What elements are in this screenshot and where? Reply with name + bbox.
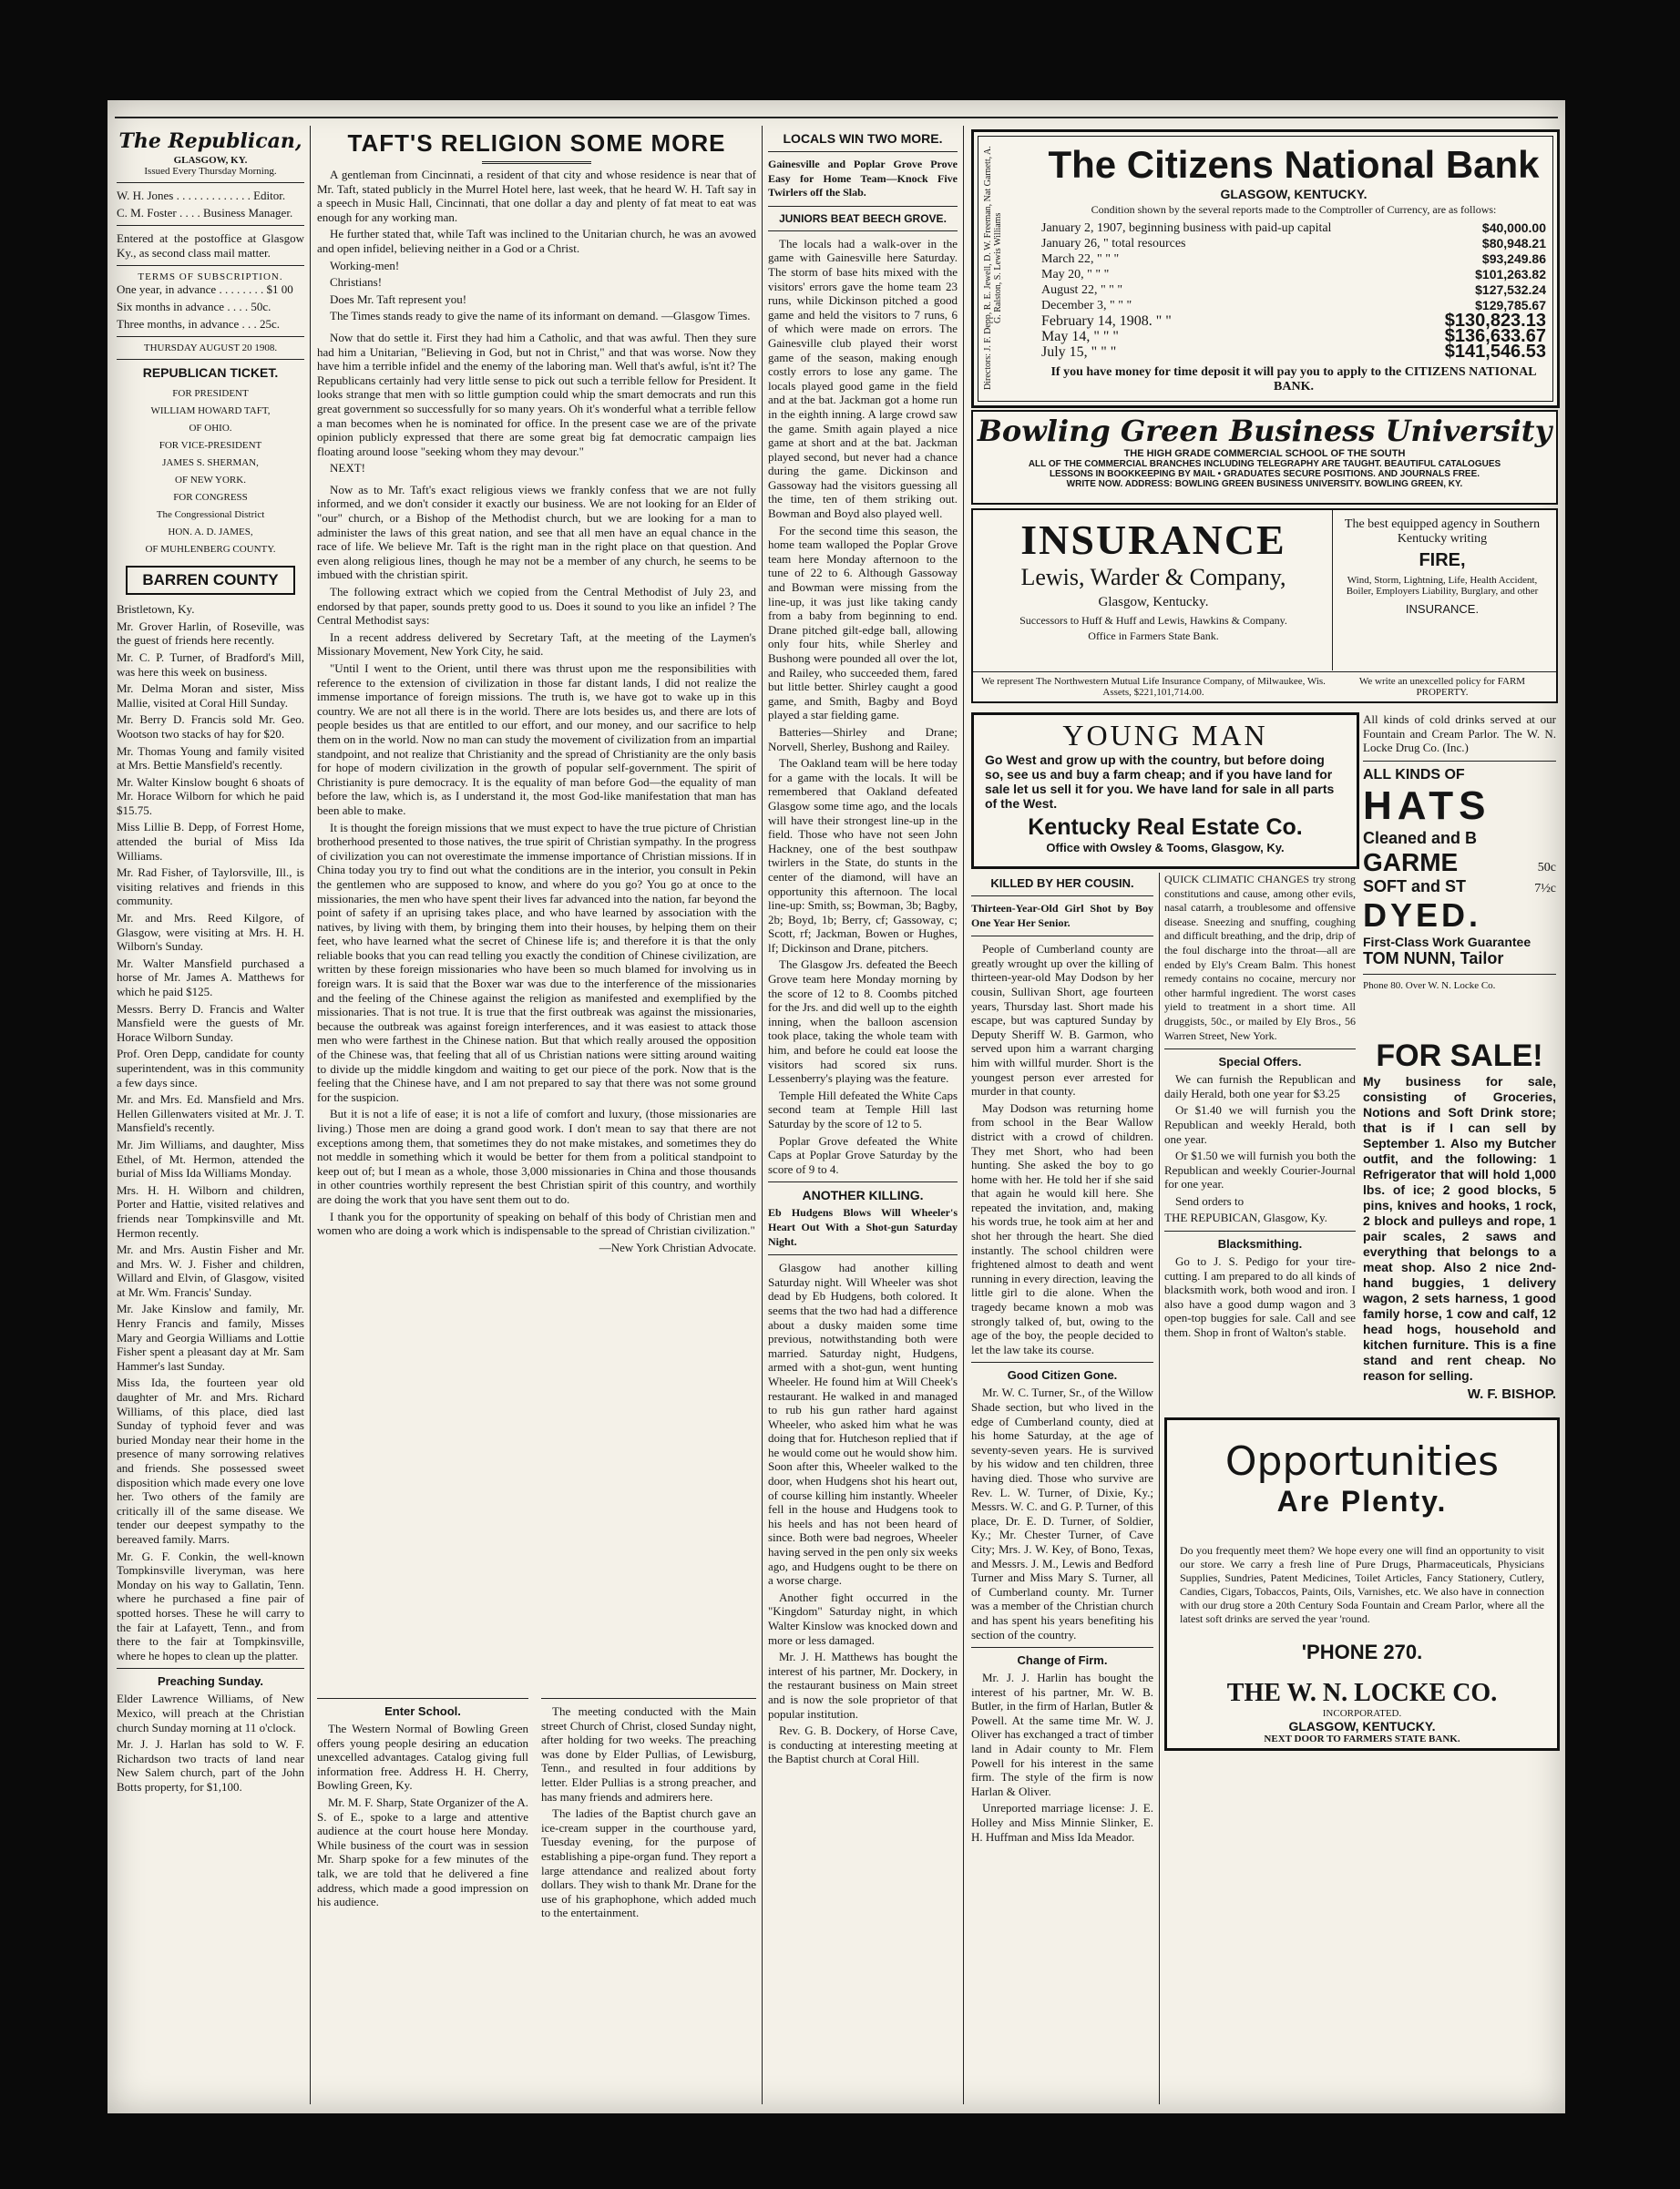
insurance-fire: FIRE, bbox=[1419, 550, 1466, 570]
locals-column bbox=[768, 126, 958, 2104]
special-item: We can furnish the Republican and daily Herald, both one year for $3.25 bbox=[1164, 1072, 1356, 1100]
taft-paragraph: Christians! bbox=[330, 275, 383, 290]
killing-headline: ANOTHER KILLING. bbox=[802, 1188, 924, 1203]
opportunities-sub: Are Plenty. bbox=[1276, 1485, 1448, 1518]
news-item: Mr. and Mrs. Ed. Mansfield and Mrs. Hellen Gillenwaters visited at Mr. J. T. Mansfield's recently. bbox=[117, 1092, 304, 1135]
column-rule bbox=[1159, 873, 1160, 2104]
opportunities-ad bbox=[1164, 1417, 1560, 1751]
middle-right-column bbox=[1164, 873, 1356, 1392]
ticket-line: WILLIAM HOWARD TAFT, bbox=[150, 405, 271, 417]
blacksmith-text: Go to J. S. Pedigo for your tire-cutting. I am prepared to do all kinds of blacksmith work, both wood and iron. I also have a good dump wagon and 3 open-top buggies for sale. Call and see them. Shop in front of Walton's stable. bbox=[1164, 1254, 1356, 1340]
special-item: THE REPUBICAN, Glasgow, Ky. bbox=[1164, 1211, 1327, 1225]
news-item: Mr. Delma Moran and sister, Miss Mallie, visited at Coral Hill Sunday. bbox=[117, 681, 304, 710]
killed-headline: KILLED BY HER COUSIN. bbox=[990, 876, 1134, 890]
insurance-office: Office in Farmers State Bank. bbox=[1088, 629, 1219, 642]
bank-row-value: $101,263.82 bbox=[1475, 267, 1546, 281]
news-item: Glasgow had another killing Saturday night. Will Wheeler was shot dead by Eb Hudgens, both colored. It seems that the two had had a difference about a dusky maiden some time previous, notwithstanding both were married. Saturday night, Hudgens, armed with a shot-gun, went hunting Wheeler. He found him at Will Cheek's restaurant. He walked in and managed to rub his gun rather hard against Wheeler, who asked him what he was doing that for. Hutcheson replied that if he would come out he would show him. Soon after this, Wheeler walked to the door, when Hudgens shot his heart out, of course killing him instantly. Wheeler fell in the house and Hudgens took to his heels and has not been heard of since. Both were bad negroes, Wheeler having served in the pen only six weeks ago, and Hudgens ought to be there on a worse charge. bbox=[768, 1261, 958, 1588]
blacksmith-heading: Blacksmithing. bbox=[1217, 1237, 1303, 1252]
young-man-title: YOUNG MAN bbox=[1062, 719, 1268, 752]
taft-paragraph: He further stated that, while Taft was inclined to the Unitarian church, he was an avowed and open infidel, believing neither in a God or a Christ. bbox=[317, 227, 756, 255]
issue-date: THURSDAY AUGUST 20 1908. bbox=[143, 343, 278, 354]
ticket-heading: REPUBLICAN TICKET. bbox=[142, 365, 279, 381]
ticket-line: OF NEW YORK. bbox=[175, 475, 246, 486]
hats-line: ALL KINDS OF bbox=[1363, 766, 1465, 783]
insurance-company: Lewis, Warder & Company, bbox=[1020, 564, 1286, 590]
citizens-bank-ad bbox=[971, 129, 1560, 408]
news-item: Mr. and Mrs. Reed Kilgore, of Glasgow, were visiting at Mrs. H. H. Wilborn's Sunday. bbox=[117, 911, 304, 954]
hats-line: GARME bbox=[1363, 847, 1459, 876]
ticket-line: JAMES S. SHERMAN, bbox=[162, 457, 259, 469]
locals-subhead: Gainesville and Poplar Grove Prove Easy for Home Team—Knock Five Twirlers off the Slab. bbox=[768, 158, 958, 199]
bank-row-date: July 15, " " " bbox=[1041, 344, 1117, 360]
meeting-column bbox=[541, 1693, 756, 2104]
bank-content bbox=[1041, 138, 1546, 394]
bank-row-date: March 22, " " " bbox=[1041, 252, 1120, 266]
bgbu-line: ALL OF THE COMMERCIAL BRANCHES INCLUDING TELEGRAPHY ARE TAUGHT. BEAUTIFUL CATALOGUES bbox=[1028, 459, 1501, 469]
taft-paragraph: In a recent address delivered by Secretary Taft, at the meeting of the Laymen's Missionary Movement, New York City, he said. bbox=[317, 629, 756, 659]
insurance-right3: INSURANCE. bbox=[1405, 602, 1480, 616]
opportunities-text: Do you frequently meet them? We hope every one will find an opportunity to visit our store. We carry a fresh line of Pure Drugs, Pharmaceuticals, Physicians Supplies, Sundries, Patent Medicines, Toilet Articles, Fancy Stationery, Cutlery, Candies, Cigars, Tobaccos, Paints, Oils, Varnishes, etc. We also have in connection with our drug store a 20th Century Soda Fountain and Cream Parlor, where all the latest soft drinks are served the year 'round. bbox=[1180, 1544, 1544, 1625]
killed-subhead: Thirteen-Year-Old Girl Shot by Boy One Year Her Senior. bbox=[971, 902, 1153, 929]
news-item: The Glasgow Jrs. defeated the Beech Grove team here Monday morning by the score of 12 to 8. Coombs pitched for the Jrs. and did well up to the eighth inning, when the balloon ascension took place, taking the whole team with him, and before he could eat loose the visitors had scored six runs. Lessenberry's playing was the feature. bbox=[768, 957, 958, 1086]
for-sale-text: My business for sale, consisting of Groceries, Notions and Soft Drink store; that is if I can sell by September 1. Also my Butcher outfit, and the following: 1 Refrigerator that will hold 1,000 lbs. of ice; 2 good blocks, 5 pins, knives and hooks, 1 rock, 2 block and pulleys and rope, 1 pair scales, 2 saws and everything that belongs to a meat shop. Also 2 nice 2nd-hand buggies, 1 delivery wagon, 2 sets harness, 1 good family horse, 1 cow and calf, 12 head hogs, household and kitchen furniture. This is a fine stand and rent cheap. No reason for selling. bbox=[1363, 1074, 1556, 1383]
hats-phone: Phone 80. Over W. N. Locke Co. bbox=[1363, 979, 1496, 991]
bank-row bbox=[1041, 344, 1546, 360]
preaching-heading: Preaching Sunday. bbox=[157, 1674, 264, 1689]
column-rule bbox=[963, 126, 964, 2104]
opportunities-place: GLASGOW, KENTUCKY. bbox=[1288, 1719, 1436, 1734]
ticket-line: HON. A. D. JAMES, bbox=[168, 527, 253, 538]
column-rule bbox=[310, 126, 311, 2104]
enter-school-heading: Enter School. bbox=[384, 1704, 461, 1718]
column-rule bbox=[762, 126, 763, 2104]
top-rule bbox=[115, 117, 1558, 118]
bank-row-value: $80,948.21 bbox=[1481, 236, 1546, 251]
locals-headline: LOCALS WIN TWO MORE. bbox=[783, 131, 943, 146]
bank-row-date: May 20, " " " bbox=[1041, 268, 1110, 281]
masthead-title: The Republican, bbox=[118, 129, 302, 153]
news-item: Mr. and Mrs. Austin Fisher and Mr. and Mrs. W. J. Fisher and children, Willard and Elvin, of Glasgow, visited at Mr. Wm. Francis' Sunday. bbox=[117, 1243, 304, 1299]
special-heading: Special Offers. bbox=[1218, 1055, 1302, 1069]
bank-row bbox=[1041, 282, 1546, 298]
terms-line: Six months in advance . . . . 50c. bbox=[117, 299, 271, 313]
insurance-title: INSURANCE bbox=[1020, 517, 1286, 563]
taft-paragraph: NEXT! bbox=[330, 461, 365, 476]
insurance-foot-left: We represent The Northwestern Mutual Life Insurance Company, of Milwaukee, Wis. Assets, $221,101,714.00. bbox=[981, 676, 1326, 698]
insurance-right2: Wind, Storm, Lightning, Life, Health Accident, Boiler, Employers Liability, Burglary, and other bbox=[1346, 575, 1539, 597]
young-man-company: Kentucky Real Estate Co. bbox=[1028, 814, 1303, 840]
news-item: Mrs. H. H. Wilborn and children, Porter and Hattie, visited relatives and friends near Tompkinsville and Mt. Hermon recently. bbox=[117, 1182, 304, 1240]
young-man-office: Office with Owsley & Tooms, Glasgow, Ky. bbox=[1046, 841, 1285, 854]
citizen-heading: Good Citizen Gone. bbox=[1007, 1368, 1118, 1383]
special-item: Or $1.50 we will furnish you both the Republican and weekly Courier-Journal for one year. bbox=[1164, 1149, 1356, 1192]
insurance-ad bbox=[971, 508, 1558, 703]
opportunities-inc: INCORPORATED. bbox=[1322, 1708, 1402, 1719]
bank-row bbox=[1041, 220, 1546, 236]
hats-line: Cleaned and B bbox=[1363, 828, 1478, 847]
news-item: The Oakland team will be here today for a game with the locals. It will be remembered that Oakland defeated Glasgow some time ago, and the locals will have their strongest line-up in the field. Those who have not seen John Hackney, one of the best southpaw twirlers in the State, do stunts in the center of the diamond, will have an opportunity this afternoon. The local line-up: Smith, ss; Bowman, 3b; Bagby, 2b; Boyd, 1b; Berry, cf; Gassoway, c; Scott, rf; Jackman, Bowen or Hughes, lf; Dickinson and Drane, pitchers. bbox=[768, 756, 958, 955]
news-item: Miss Ida, the fourteen year old daughter of Mr. and Mrs. Richard Williams, of this place, died last Sunday of typhoid fever and was buried Monday near their home in the presence of many sorrowing relatives and friends. She possessed sweet disposition which made every one love her. Two others of the family are critically ill of the same disease. We tender our deepest sympathy to the bereaved family. Marrs. bbox=[117, 1376, 304, 1546]
taft-paragraph: A gentleman from Cincinnati, a resident of that city and whose residence is near that of Mr. Taft, stated publicly in the Murrel Hotel here, last week, that he heard W. H. Taft say in a speech in Music Hall, Cincinnati, that one dollar a day and plenty of fat meat to eat was enough for any working man. bbox=[317, 168, 756, 224]
hats-line: TOM NUNN, Tailor bbox=[1363, 948, 1504, 967]
news-item: Another fight occurred in the "Kingdom" Saturday night, in which Walter Kinslow was knocked down and more or less damaged. bbox=[768, 1590, 958, 1647]
opportunities-company: THE W. N. LOCKE CO. bbox=[1226, 1679, 1498, 1707]
bgbu-line: WRITE NOW. ADDRESS: BOWLING GREEN BUSINESS UNIVERSITY. BOWLING GREEN, KY. bbox=[1066, 479, 1463, 489]
opportunities-next: NEXT DOOR TO FARMERS STATE BANK. bbox=[1264, 1734, 1460, 1744]
news-item: Mr. Jake Kinslow and family, Mr. Henry Francis and family, Misses Mary and Georgia Williams and Lottie Fisher spent a pleasant day at Mr. Sam Hammer's last Sunday. bbox=[117, 1302, 304, 1373]
news-item: Mr. J. J. Harlan has sold to W. F. Richardson two tracts of land near New Salem church, part of the John Botts property, for $1,100. bbox=[117, 1737, 304, 1794]
terms-line: One year, in advance . . . . . . . . $1 00 bbox=[117, 282, 293, 297]
taft-paragraph: Working-men! bbox=[330, 258, 400, 272]
insurance-succ: Successors to Huff & Huff and Lewis, Hawkins & Company. bbox=[1019, 614, 1287, 627]
bgbu-line: LESSONS IN BOOKKEEPING BY MAIL • GRADUATES SECURE POSITIONS. AND JOURNALS FREE. bbox=[1049, 469, 1480, 479]
news-item: Mr. Walter Mansfield purchased a horse of Mr. James A. Matthews for which he paid $125. bbox=[117, 956, 304, 998]
for-sale-heading: FOR SALE! bbox=[1376, 1038, 1543, 1073]
ticket-line: FOR CONGRESS bbox=[173, 492, 248, 504]
ticket-line: FOR VICE-PRESIDENT bbox=[159, 440, 262, 452]
enter-school-column bbox=[317, 1693, 528, 2104]
opportunities-title: Opportunities bbox=[1224, 1438, 1500, 1485]
bank-row-value: $130,823.13 bbox=[1444, 311, 1546, 331]
special-item: Or $1.40 we will furnish you the Republican and weekly Herald, both one year. bbox=[1164, 1103, 1356, 1146]
bank-row-date: February 14, 1908. " " bbox=[1041, 313, 1172, 329]
bank-footer: If you have money for time deposit it will pay you to apply to the CITIZENS NATIONAL BANK. bbox=[1050, 365, 1537, 394]
juniors-headline: JUNIORS BEAT BEECH GROVE. bbox=[779, 211, 947, 225]
bgbu-ad bbox=[971, 410, 1558, 505]
news-item: Mr. Walter Kinslow bought 6 shoats of Mr. Horace Wilborn for which he paid $15.75. bbox=[117, 774, 304, 817]
bank-row-date: May 14, " " " bbox=[1041, 329, 1119, 344]
bgbu-line: THE HIGH GRADE COMMERCIAL SCHOOL OF THE SOUTH bbox=[1123, 448, 1406, 459]
news-item: Unreported marriage license: J. E. Holley and Miss Minnie Slinker, E. H. Huffman and Miss Ida Meador. bbox=[971, 1801, 1153, 1844]
news-item: Prof. Oren Depp, candidate for county superintendent, was in this community a few days since. bbox=[117, 1047, 304, 1089]
news-item: Poplar Grove defeated the White Caps at Poplar Grove Saturday by the score of 9 to 4. bbox=[768, 1133, 958, 1176]
bgbu-title: Bowling Green Business University bbox=[977, 414, 1552, 448]
taft-paragraph: It is thought the foreign missions that we must expect to have the true picture of Christian brotherhood presented to those natives, the true spirit of Christian sympathy. In the progress of civilization you can not overestimate the immense importance of Christian missions. If in China today you try to find out what the conditions are in the interior, you consult in Pekin the gentlemen who are supposed to know, and where do you go? You go at once to the missionaries, the men who have spent their lives far advanced into the nation, far beyond the point of safety if an uprising takes place, and who have learned by association with the natives, by living with them, by bringing them into their houses, by helping them on their feet, who have learned what the secret of Chinese life is; and therefore it is that the only reliable books that you can read telling you exactly the condition of Chinese civilization, are written by these foreign missionaries who have been so much blamed for involving us in foreign wars. It is said that the Boxer war was due to the interference of the missionaries and the feeling of the Chinese against the religion as manifested and exemplified by the missionaries. That is not true. It is true that the first outbreak was against the missionaries, because the outbreak was against foreign interferences, and it was easiest to attack those men who were farthest in the Chinese nation. But that which really aroused the opposition of the Chinese was, that feeling that all of us Christian nations were sitting around waiting to divide up the middle kingdom and waiting to get our piece of the pork. Now that is the feeling that the Chinese have, and I am not prepared to say that there was not some ground for the suspicion. bbox=[317, 820, 756, 1104]
taft-paragraph: Now as to Mr. Taft's exact religious views we frankly confess that we are not fully informed, and we don't consider it exactly our business. We are not looking for an Elder of "our" church, or a Bishop of the Methodist church, but we are looking for a man to administer the laws of this great nation, and see that all men have an equal chance in the race of life. We believe Mr. Taft is the right man in the right place on that question. And even along religious lines, though he may not be a member of any church, he seems to be imbued with the christian spirit. bbox=[317, 482, 756, 582]
bank-statement-table bbox=[1041, 220, 1546, 360]
bank-row-value: $141,546.53 bbox=[1444, 342, 1546, 362]
masthead-issued: Issued Every Thursday Morning. bbox=[144, 166, 277, 177]
ticket-line: The Congressional District bbox=[156, 509, 265, 521]
news-item: Temple Hill defeated the White Caps second team at Temple Hill last Saturday by the score of 12 to 5. bbox=[768, 1088, 958, 1130]
ticket-line: OF MUHLENBERG COUNTY. bbox=[145, 544, 276, 556]
bank-row-value: $129,785.67 bbox=[1475, 298, 1546, 312]
news-item: May Dodson was returning home from school in the Bear Wallow district with a crowd of children. They met Short, who had been hunting. She asked the boy to go home with her. He told her if she said that again he would kill here. She repeated the invitation, and, making his words true, he took aim at her and shot her through the heart. She died instantly. The school children were frightened almost to death and went running in every direction, leaving the little girl to die alone. When the tragedy became known a mob was strongly talked of, but, owing to the age of the boy, the people decided to let the law take its course. bbox=[971, 1100, 1153, 1356]
bank-place: GLASGOW, KENTUCKY. bbox=[1220, 187, 1368, 201]
dateline: Bristletown, Ky. bbox=[117, 602, 195, 617]
terms-line: Three months, in advance . . . 25c. bbox=[117, 316, 281, 331]
news-item: Mr. M. F. Sharp, State Organizer of the A. S. of E., spoke to a large and attentive audience at the court house here Monday. While business of the court was in session Mr. Sharp spoke for a few minutes of the talk, we are told that he delivered a fine address, which made a good impression on his audience. bbox=[317, 1795, 528, 1909]
masthead-entered: Entered at the postoffice at Glasgow Ky., as second class mail matter. bbox=[117, 231, 304, 260]
taft-paragraph: Now that do settle it. First they had him a Catholic, and that was awful. Then they sure had him a Unitarian, "Believing in God, but not in Christ," and that was worse. Now they have him a terrible infidel and the enemy of the laboring man. Well that's awful, is'nt it? The Republicans certainly had very little sense to pick out such a terrible fellow for President. It looks strange that men with so little gumption could whip the smart democrats and run this great government so successfully for so many years. Oh it's wonderful what a terrible fellow a man becomes when he is nominated for office. In the present case we are of the private opinion publicly expressed that there are some great big fat democratic campaign lies floating around loose "seeking whom they may devour." bbox=[317, 330, 756, 458]
killed-column bbox=[971, 873, 1153, 2104]
hats-price: 50c bbox=[1537, 860, 1556, 875]
special-item: Send orders to bbox=[1175, 1193, 1245, 1208]
terms-heading: TERMS OF SUBSCRIPTION. bbox=[138, 271, 283, 283]
taft-paragraph: "Until I went to the Orient, until there was thrust upon me the responsibilities with reference to the extension of civilization in those far distant lands, I did not realize the immense importance of foreign missions. The truth is, we have got to wake up in this country. We are not all there is in the world. There are lots besides us, and there are lots of people besides us that are entitled to our effort, and our money, and our sacrifice to help them on in the world. Now no man can study the movement of civilization from an impartial standpoint, and not realize that Christianity and the spread of Christianity are the only basis for hope of modern civilization in the growth of popular self-government. The spirit of Christianity is pure democracy. It is the equality of man before God—the equality of man before the law, which is, as I understand it, the most God-like manifestation that man has been able to make. bbox=[317, 661, 756, 817]
news-item: Batteries—Shirley and Drane; Norvell, Sherley, Bushong and Railey. bbox=[768, 724, 958, 753]
opportunities-phone: 'PHONE 270. bbox=[1301, 1641, 1423, 1663]
news-item: Rev. G. B. Dockery, of Horse Cave, is conducting at interesting meeting at the Baptist church at Coral Hill. bbox=[768, 1724, 958, 1766]
bank-row bbox=[1041, 251, 1546, 267]
ticket-list bbox=[117, 385, 304, 558]
for-sale-ad bbox=[1363, 1038, 1556, 1412]
for-sale-signature: W. F. BISHOP. bbox=[1467, 1386, 1556, 1402]
taft-source: —New York Christian Advocate. bbox=[599, 1240, 756, 1254]
news-item: Mr. C. P. Turner, of Bradford's Mill, was here this week on business. bbox=[117, 650, 304, 679]
news-item: Elder Lawrence Williams, of New Mexico, will preach at the Christian church Sunday morning at 11 o'clock. bbox=[117, 1692, 304, 1734]
masthead-column bbox=[117, 126, 304, 2104]
young-man-ad bbox=[971, 712, 1359, 869]
hats-big: DYED. bbox=[1363, 895, 1482, 934]
hats-top: All kinds of cold drinks served at our Fountain and Cream Parlor. The W. N. Locke Drug Co. (Inc.) bbox=[1363, 712, 1556, 755]
news-item: Mr. Jim Williams, and daughter, Miss Ethel, of Mt. Hermon, attended the burial of Miss Ida Williams Monday. bbox=[117, 1137, 304, 1181]
hats-ad bbox=[1363, 712, 1556, 1031]
hats-line: SOFT and ST bbox=[1363, 876, 1467, 895]
bank-row-date: January 2, 1907, beginning business with paid-up capital bbox=[1041, 221, 1332, 235]
news-item: Mr. Grover Harlin, of Roseville, was the guest of friends here recently. bbox=[117, 619, 304, 648]
news-item: The Western Normal of Bowling Green offers young people desiring an education unexcelled advantages. Catalog giving full information free. Address H. H. Cherry, Bowling Green, Ky. bbox=[317, 1722, 528, 1793]
young-man-text: Go West and grow up with the country, but before doing so, see us and buy a farm cheap; and if you have land for sale let us sell it for you. We have land for sale in all parts of the West. bbox=[985, 752, 1335, 811]
news-item: Mr. Thomas Young and family visited at Mrs. Bettie Mansfield's recently. bbox=[117, 743, 304, 772]
bank-title: The Citizens National Bank bbox=[1048, 143, 1540, 186]
news-item: People of Cumberland county are greatly wrought up over the killing of thirteen-year-old May Dodson by her cousin, Sullivan Short, age fourteen years, Thursday last. Short made his escape, but was captured Sunday by Deputy Sheriff W. B. Garmon, who served upon him a warrant charging him with willful murder. Short is the youngest person ever arrested for murder in that county. bbox=[971, 942, 1153, 1099]
bank-row-value: $40,000.00 bbox=[1481, 220, 1546, 235]
ticket-line: OF OHIO. bbox=[189, 423, 232, 435]
news-item: Mr. Berry D. Francis sold Mr. Geo. Wootson two stacks of hay for $20. bbox=[117, 712, 304, 741]
masthead-editor: W. H. Jones . . . . . . . . . . . . . Editor. bbox=[117, 189, 286, 202]
taft-paragraph: Does Mr. Taft represent you! bbox=[330, 292, 467, 306]
hats-price: 7½c bbox=[1534, 881, 1556, 895]
killing-subhead: Eb Hudgens Blows Will Wheeler's Heart Out With a Shot-gun Saturday Night. bbox=[768, 1206, 958, 1248]
taft-paragraph: The following extract which we copied from the Central Methodist of July 23, and endorsed by that paper, sounds pretty good to us. Does it sound to you like an infidel ? The Central Methodist says: bbox=[317, 585, 756, 628]
taft-paragraph: I thank you for the opportunity of speaking on behalf of this body of Christian men and women who are doing a work which is indispensable to the spread of Christian civilization." bbox=[317, 1209, 756, 1238]
bank-row bbox=[1041, 236, 1546, 251]
insurance-place: Glasgow, Kentucky. bbox=[1098, 595, 1209, 609]
taft-paragraph: But it is not a life of ease; it is not a life of comfort and luxury, (those missionaries are living.) Those men are doing a grand good work. I don't mean to say that there are not exceptions among them, that sometimes they do not make mistakes, and sometimes they do not meddle in something which it would be better for them from a political standpoint to keep out of; but I mean as a whole, those 3,000 missionaries in China and those thousands in other countries worthily represent the best Christian spirit of this country, and worthily are doing the work that you have sent them out to do. bbox=[317, 1107, 756, 1206]
bank-intro: Condition shown by the several reports made to the Comptroller of Currency, are as follows: bbox=[1091, 203, 1497, 216]
bank-directors: Directors: J. F. Depp, R. E. Jewell, D. W. Freeman, Nat Garnett, A. G. Ralston, S. Lewis Williams bbox=[983, 146, 1003, 390]
ticket-line: FOR PRESIDENT bbox=[172, 388, 249, 400]
insurance-foot-right: We write an unexcelled policy for FARM PROPERTY. bbox=[1358, 676, 1526, 698]
news-item: For the second time this season, the home team walloped the Poplar Grove team here Monday afternoon to the tune of 22 to 6. Although Gassoway and Bowman were missing from the line-up, it was just like taking candy from a baby from beginning to end. Drane pitched gilt-edge ball, allowing only four hits, while Sherley and Bushong were pounded all over the lot, and Railey, who succeeded them, fared but little better. Shirley caught a good game, and Smith, Bagby and Boyd played a star fielding game. bbox=[768, 523, 958, 722]
news-item: The meeting conducted with the Main street Church of Christ, closed Sunday night, after holding for two weeks. The preaching was done by Elder Pullias, of Lewisburg, Tenn., and resulted in four additions by letter. Elder Pullias is a strong preacher, and has many friends and admirers here. bbox=[541, 1704, 756, 1804]
news-item: The locals had a walk-over in the game with Gainesville here Saturday. The storm of base hits mixed with the visitors' errors gave the home team 23 runs, while Dickinson pitched a good game and held the visitors to 7 runs, 6 of which were made on errors. The Gainesville club played their worst game of the season, making enough costly errors to lose any game. The locals played good game in the field and at the bat. Jackman got a home run in the eighth inning. A large crowd saw the game. Smith again played a nice game at short and at the bat. Jackman played second, but never had a chance during the game. Dickinson and Gassoway had the visitors guessing all the time, ten of them striking out. Bowman and Boyd also played well. bbox=[768, 236, 958, 521]
news-item: Messrs. Berry D. Francis and Walter Mansfield were the guests of Mr. Horace Wilborn Sunday. bbox=[117, 1001, 304, 1044]
bank-row-date: December 3, " " " bbox=[1041, 299, 1132, 312]
news-item: Mr. J. J. Harlin has bought the interest of his partner, Mr. W. B. Butler, in the firm of Harlan, Butler & Powell. At the same time Mr. W. J. Oliver has exchanged a tract of timber land in Adair county to Mr. Flem Powell for his interest in the same firm. The style of the firm is now Harlan & Oliver. bbox=[971, 1671, 1153, 1798]
masthead-manager: C. M. Foster . . . . Business Manager. bbox=[117, 205, 293, 220]
news-item: The ladies of the Baptist church gave an ice-cream supper in the courthouse yard, Tuesday evening, for the purpose of establishing a pipe-organ fund. They report a large attendance and realized about forty dollars. They wish to thank Mr. Drane for the use of his graphophone, which added much to the entertainment. bbox=[541, 1806, 756, 1920]
news-item: Mr. Rad Fisher, of Taylorsville, Ill., is visiting relatives and friends in this community. bbox=[117, 865, 304, 908]
bank-row-date: January 26, " total resources bbox=[1041, 237, 1186, 251]
insurance-right1: The best equipped agency in Southern Kentucky writing bbox=[1344, 517, 1541, 546]
bank-row-value: $93,249.86 bbox=[1481, 251, 1546, 266]
news-item: Miss Lillie B. Depp, of Forrest Home, attended the burial of Miss Ida Williams. bbox=[117, 820, 304, 863]
news-item: Mr. J. H. Matthews has bought the interest of his partner, Mr. Dockery, in the restaurant business on Main street and is now the sole proprietor of that popular institution. bbox=[768, 1650, 958, 1721]
hats-big: HATS bbox=[1363, 783, 1491, 828]
quick-ad: QUICK CLIMATIC CHANGES try strong constitutions and cause, among other evils, nasal catarrh, a troublesome and offensive disease. Sneezing and snuffing, coughing and difficult breathing, and the drip, drip of the foul discharge into the throat—all are ended by Ely's Cream Balm. This honest remedy contains no cocaine, mercury nor other harmful ingredient. The worst cases yield to treatment in a short time. All druggists, 50c., or mailed by Ely Bros., 56 Warren Street, New York. bbox=[1164, 873, 1356, 1042]
newspaper-page bbox=[108, 100, 1565, 2113]
taft-paragraph: The Times stands ready to give the name of its informant on demand. —Glasgow Times. bbox=[330, 309, 751, 323]
barren-county-heading: BARREN COUNTY bbox=[126, 566, 295, 595]
bank-row-value: $136,633.67 bbox=[1444, 326, 1546, 346]
bank-row-date: August 22, " " " bbox=[1041, 283, 1123, 297]
masthead-place: GLASGOW, KY. bbox=[173, 155, 248, 166]
bank-row bbox=[1041, 267, 1546, 282]
bank-row-value: $127,532.24 bbox=[1475, 282, 1546, 297]
news-item: Mr. G. F. Conkin, the well-known Tompkinsville liveryman, was here Monday on his way to Gallatin, Tenn. where he purchased a fine pair of spotted horses. These he will carry to the fair at Lafayett, Tenn., and from there to the fair at Tompkinsville, where he hopes to clean up the platter. bbox=[117, 1549, 304, 1662]
hats-line: First-Class Work Guarantee bbox=[1363, 934, 1531, 949]
taft-headline: TAFT'S RELIGION SOME MORE bbox=[347, 129, 726, 157]
news-item: Mr. W. C. Turner, Sr., of the Willow Shade section, but who lived in the edge of Cumberland county, died at his home Saturday, at the age of seventy-seven years. He is survived by his widow and ten children, three having died. Those who survive are Rev. L. W. Turner, of Dixie, Ky.; Messrs. W. C. and G. P. Turner, of this place, Dr. E. D. Turner, of Soldier, Ky.; Mr. Chester Turner, of Cave City; Mrs. J. W. Key, of Bono, Texas, and Messrs. J. M., Lewis and Bedford Turner and Miss Mary S. Turner, all of Cumberland county. Mr. Turner was a member of the Christian church and has spent his years benefiting his section of the country. bbox=[971, 1386, 1153, 1642]
change-heading: Change of Firm. bbox=[1017, 1653, 1108, 1668]
